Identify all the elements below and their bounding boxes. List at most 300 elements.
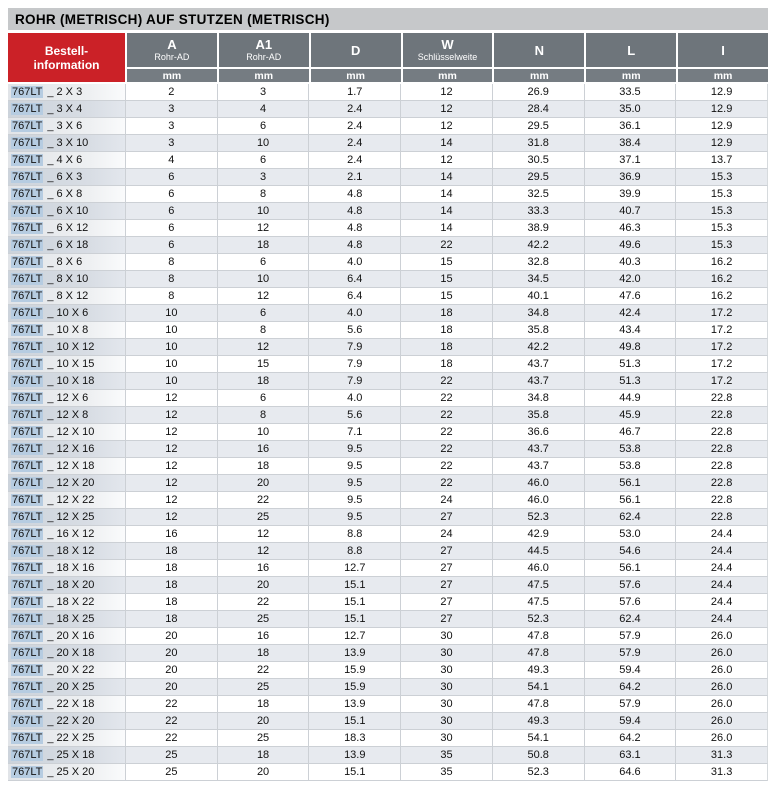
cell-a1: 20 [218, 713, 310, 730]
unit-cell-d: mm [311, 69, 401, 82]
column-header-w: W Schlüsselweite [403, 33, 493, 67]
cell-n: 54.1 [493, 730, 585, 747]
size-label: 12 X 20 [56, 477, 95, 489]
size-label: 18 X 16 [56, 562, 95, 574]
cell-w: 15 [401, 271, 493, 288]
table-row [8, 271, 768, 288]
cell-a1: 6 [218, 254, 310, 271]
label-separator: _ [47, 715, 54, 727]
cell-a1: 20 [218, 475, 310, 492]
size-label: 12 X 25 [56, 511, 95, 523]
cell-d: 13.9 [309, 696, 401, 713]
cell-a: 20 [126, 679, 218, 696]
cell-w: 14 [401, 203, 493, 220]
cell-n: 36.6 [493, 424, 585, 441]
label-separator: _ [47, 154, 54, 166]
cell-n: 47.5 [493, 594, 585, 611]
cell-a1: 3 [218, 169, 310, 186]
cell-d: 5.6 [309, 407, 401, 424]
cell-l: 63.1 [585, 747, 677, 764]
cell-d: 15.9 [309, 679, 401, 696]
cell-d: 2.4 [309, 101, 401, 118]
cell-a: 10 [126, 373, 218, 390]
cell-l: 49.8 [585, 339, 677, 356]
product-code: 767LT [12, 324, 43, 336]
label-separator: _ [47, 511, 54, 523]
size-label: 6 X 12 [56, 222, 89, 234]
unit-cell-i: mm [678, 69, 768, 82]
cell-l: 57.9 [585, 696, 677, 713]
size-label: 12 X 18 [56, 460, 95, 472]
cell-l: 40.7 [585, 203, 677, 220]
size-label: 16 X 12 [56, 528, 95, 540]
cell-n: 49.3 [493, 662, 585, 679]
table-row [8, 135, 768, 152]
unit-cell-a: mm [127, 69, 217, 82]
cell-d: 9.5 [309, 475, 401, 492]
cell-a1: 22 [218, 662, 310, 679]
label-separator: _ [47, 460, 54, 472]
cell-a: 12 [126, 390, 218, 407]
cell-l: 46.7 [585, 424, 677, 441]
product-code: 767LT [12, 545, 43, 557]
cell-a1: 18 [218, 696, 310, 713]
cell-n: 46.0 [493, 492, 585, 509]
column-header-bestell-information [8, 33, 125, 82]
cell-l: 42.0 [585, 271, 677, 288]
cell-i: 26.0 [676, 696, 768, 713]
product-code: 767LT [12, 171, 43, 183]
row-label [8, 662, 126, 679]
cell-w: 30 [401, 679, 493, 696]
cell-i: 26.0 [676, 645, 768, 662]
table-row [8, 475, 768, 492]
cell-w: 27 [401, 594, 493, 611]
table-row [8, 373, 768, 390]
cell-n: 34.5 [493, 271, 585, 288]
product-code: 767LT [12, 613, 43, 625]
cell-d: 1.7 [309, 84, 401, 101]
cell-i: 15.3 [676, 186, 768, 203]
cell-i: 12.9 [676, 101, 768, 118]
row-label [8, 254, 126, 271]
cell-i: 22.8 [676, 441, 768, 458]
cell-l: 33.5 [585, 84, 677, 101]
cell-n: 54.1 [493, 679, 585, 696]
row-label [8, 424, 126, 441]
table-row [8, 713, 768, 730]
table-row [8, 679, 768, 696]
cell-d: 4.8 [309, 237, 401, 254]
row-label [8, 645, 126, 662]
cell-a: 10 [126, 339, 218, 356]
cell-a1: 10 [218, 203, 310, 220]
cell-a: 18 [126, 594, 218, 611]
cell-l: 62.4 [585, 509, 677, 526]
cell-d: 2.4 [309, 152, 401, 169]
cell-l: 49.6 [585, 237, 677, 254]
size-label: 3 X 4 [56, 103, 83, 115]
row-label [8, 713, 126, 730]
cell-a: 6 [126, 186, 218, 203]
label-separator: _ [47, 171, 54, 183]
cell-n: 34.8 [493, 390, 585, 407]
cell-a1: 12 [218, 220, 310, 237]
cell-a1: 16 [218, 628, 310, 645]
cell-n: 29.5 [493, 169, 585, 186]
cell-w: 15 [401, 288, 493, 305]
cell-a: 18 [126, 611, 218, 628]
cell-n: 29.5 [493, 118, 585, 135]
product-code: 767LT [12, 477, 43, 489]
cell-n: 28.4 [493, 101, 585, 118]
product-code: 767LT [12, 596, 43, 608]
cell-a1: 12 [218, 288, 310, 305]
cell-d: 2.4 [309, 135, 401, 152]
unit-cell-w: mm [403, 69, 493, 82]
cell-a1: 16 [218, 441, 310, 458]
label-separator: _ [47, 596, 54, 608]
cell-a: 18 [126, 543, 218, 560]
cell-a: 12 [126, 407, 218, 424]
cell-a: 22 [126, 713, 218, 730]
cell-w: 27 [401, 560, 493, 577]
product-code: 767LT [12, 443, 43, 455]
cell-d: 4.0 [309, 390, 401, 407]
cell-i: 31.3 [676, 747, 768, 764]
cell-n: 42.9 [493, 526, 585, 543]
cell-a1: 22 [218, 594, 310, 611]
cell-i: 26.0 [676, 679, 768, 696]
cell-l: 64.2 [585, 679, 677, 696]
label-separator: _ [47, 392, 54, 404]
cell-a1: 18 [218, 373, 310, 390]
unit-cell-n: mm [494, 69, 584, 82]
cell-a: 8 [126, 271, 218, 288]
size-label: 6 X 10 [56, 205, 89, 217]
label-separator: _ [47, 103, 54, 115]
cell-w: 14 [401, 220, 493, 237]
cell-n: 52.3 [493, 764, 585, 781]
row-label [8, 458, 126, 475]
cell-w: 30 [401, 662, 493, 679]
label-separator: _ [47, 664, 54, 676]
size-label: 10 X 6 [56, 307, 89, 319]
cell-a1: 25 [218, 730, 310, 747]
product-code: 767LT [12, 341, 43, 353]
cell-n: 50.8 [493, 747, 585, 764]
cell-a: 12 [126, 475, 218, 492]
product-code: 767LT [12, 137, 43, 149]
product-code: 767LT [12, 307, 43, 319]
cell-i: 16.2 [676, 254, 768, 271]
size-label: 10 X 12 [56, 341, 95, 353]
table-row [8, 84, 768, 101]
table-row [8, 611, 768, 628]
table-body [8, 84, 768, 781]
cell-d: 12.7 [309, 628, 401, 645]
cell-d: 12.7 [309, 560, 401, 577]
cell-d: 15.1 [309, 594, 401, 611]
cell-w: 22 [401, 407, 493, 424]
size-label: 20 X 16 [56, 630, 95, 642]
cell-l: 53.0 [585, 526, 677, 543]
cell-w: 22 [401, 390, 493, 407]
cell-d: 13.9 [309, 747, 401, 764]
row-label [8, 441, 126, 458]
table-row [8, 543, 768, 560]
cell-l: 40.3 [585, 254, 677, 271]
product-code: 767LT [12, 732, 43, 744]
table-row [8, 764, 768, 781]
label-separator: _ [47, 681, 54, 693]
cell-d: 15.1 [309, 577, 401, 594]
product-code: 767LT [12, 766, 43, 778]
cell-l: 64.2 [585, 730, 677, 747]
cell-a1: 25 [218, 611, 310, 628]
cell-l: 35.0 [585, 101, 677, 118]
cell-i: 22.8 [676, 424, 768, 441]
label-separator: _ [47, 545, 54, 557]
table-row [8, 237, 768, 254]
label-separator: _ [47, 86, 54, 98]
cell-l: 59.4 [585, 662, 677, 679]
row-label [8, 390, 126, 407]
cell-l: 56.1 [585, 560, 677, 577]
cell-n: 40.1 [493, 288, 585, 305]
cell-d: 18.3 [309, 730, 401, 747]
product-code: 767LT [12, 120, 43, 132]
label-separator: _ [47, 358, 54, 370]
column-header-d: D [311, 33, 401, 67]
cell-w: 14 [401, 186, 493, 203]
column-header-a: A Rohr-AD [127, 33, 217, 67]
cell-i: 12.9 [676, 135, 768, 152]
cell-a1: 6 [218, 305, 310, 322]
cell-n: 49.3 [493, 713, 585, 730]
cell-a: 6 [126, 203, 218, 220]
table-row [8, 492, 768, 509]
product-code: 767LT [12, 86, 43, 98]
cell-w: 22 [401, 373, 493, 390]
cell-w: 14 [401, 135, 493, 152]
row-label [8, 101, 126, 118]
size-label: 10 X 8 [56, 324, 89, 336]
row-label [8, 696, 126, 713]
table-row [8, 458, 768, 475]
size-label: 3 X 10 [56, 137, 89, 149]
cell-w: 18 [401, 305, 493, 322]
product-code: 767LT [12, 188, 43, 200]
table-row [8, 186, 768, 203]
label-separator: _ [47, 273, 54, 285]
size-label: 8 X 6 [56, 256, 83, 268]
cell-n: 42.2 [493, 237, 585, 254]
cell-l: 37.1 [585, 152, 677, 169]
cell-a: 22 [126, 730, 218, 747]
cell-a: 20 [126, 628, 218, 645]
cell-a1: 22 [218, 492, 310, 509]
cell-a: 25 [126, 764, 218, 781]
cell-d: 6.4 [309, 271, 401, 288]
product-code: 767LT [12, 647, 43, 659]
row-label [8, 560, 126, 577]
row-label [8, 611, 126, 628]
cell-i: 24.4 [676, 560, 768, 577]
column-header-n: N [494, 33, 584, 67]
cell-n: 33.3 [493, 203, 585, 220]
cell-a: 18 [126, 560, 218, 577]
cell-i: 17.2 [676, 305, 768, 322]
row-label [8, 135, 126, 152]
table-row [8, 169, 768, 186]
cell-a1: 18 [218, 458, 310, 475]
cell-d: 4.0 [309, 305, 401, 322]
cell-w: 22 [401, 441, 493, 458]
table-row [8, 203, 768, 220]
table-title: ROHR (METRISCH) AUF STUTZEN (METRISCH) [8, 8, 768, 30]
cell-a: 12 [126, 509, 218, 526]
cell-i: 15.3 [676, 220, 768, 237]
cell-w: 27 [401, 577, 493, 594]
product-code: 767LT [12, 664, 43, 676]
row-label [8, 84, 126, 101]
column-header-a1: A1 Rohr-AD [219, 33, 309, 67]
cell-w: 18 [401, 356, 493, 373]
cell-i: 17.2 [676, 356, 768, 373]
row-label [8, 475, 126, 492]
cell-n: 31.8 [493, 135, 585, 152]
cell-n: 32.5 [493, 186, 585, 203]
cell-n: 52.3 [493, 509, 585, 526]
cell-a1: 12 [218, 339, 310, 356]
table-row [8, 424, 768, 441]
cell-n: 52.3 [493, 611, 585, 628]
label-separator: _ [47, 613, 54, 625]
cell-w: 24 [401, 492, 493, 509]
cell-n: 30.5 [493, 152, 585, 169]
product-code: 767LT [12, 681, 43, 693]
column-header-i: I [678, 33, 768, 67]
cell-i: 22.8 [676, 407, 768, 424]
unit-cell-a1: mm [219, 69, 309, 82]
cell-a: 3 [126, 118, 218, 135]
cell-i: 17.2 [676, 339, 768, 356]
cell-a1: 10 [218, 271, 310, 288]
size-label: 25 X 18 [56, 749, 95, 761]
label-separator: _ [47, 307, 54, 319]
cell-a: 20 [126, 645, 218, 662]
label-separator: _ [47, 562, 54, 574]
cell-l: 57.6 [585, 594, 677, 611]
row-label [8, 288, 126, 305]
label-separator: _ [47, 375, 54, 387]
row-label [8, 237, 126, 254]
row-label [8, 356, 126, 373]
cell-a1: 20 [218, 764, 310, 781]
row-label [8, 747, 126, 764]
cell-w: 35 [401, 747, 493, 764]
cell-d: 7.9 [309, 373, 401, 390]
cell-d: 7.1 [309, 424, 401, 441]
cell-i: 24.4 [676, 526, 768, 543]
cell-l: 57.9 [585, 628, 677, 645]
label-separator: _ [47, 290, 54, 302]
size-label: 20 X 22 [56, 664, 95, 676]
cell-i: 16.2 [676, 288, 768, 305]
size-label: 12 X 6 [56, 392, 89, 404]
row-label [8, 764, 126, 781]
cell-d: 6.4 [309, 288, 401, 305]
cell-d: 5.6 [309, 322, 401, 339]
cell-a: 10 [126, 356, 218, 373]
product-code: 767LT [12, 103, 43, 115]
cell-d: 4.0 [309, 254, 401, 271]
cell-a: 8 [126, 254, 218, 271]
label-separator: _ [47, 630, 54, 642]
cell-d: 4.8 [309, 186, 401, 203]
size-label: 6 X 8 [56, 188, 83, 200]
cell-i: 15.3 [676, 169, 768, 186]
product-code: 767LT [12, 256, 43, 268]
cell-d: 7.9 [309, 339, 401, 356]
row-label [8, 118, 126, 135]
cell-i: 24.4 [676, 594, 768, 611]
product-code: 767LT [12, 630, 43, 642]
cell-l: 62.4 [585, 611, 677, 628]
cell-l: 45.9 [585, 407, 677, 424]
label-separator: _ [47, 749, 54, 761]
cell-i: 26.0 [676, 713, 768, 730]
cell-w: 14 [401, 169, 493, 186]
cell-n: 32.8 [493, 254, 585, 271]
row-label [8, 543, 126, 560]
cell-l: 44.9 [585, 390, 677, 407]
table-row [8, 322, 768, 339]
row-label [8, 594, 126, 611]
cell-a1: 6 [218, 118, 310, 135]
row-label [8, 186, 126, 203]
cell-a: 6 [126, 169, 218, 186]
cell-a1: 6 [218, 390, 310, 407]
cell-n: 34.8 [493, 305, 585, 322]
row-label [8, 305, 126, 322]
cell-i: 22.8 [676, 390, 768, 407]
cell-w: 30 [401, 713, 493, 730]
cell-i: 26.0 [676, 628, 768, 645]
label-separator: _ [47, 766, 54, 778]
size-label: 12 X 8 [56, 409, 89, 421]
cell-i: 26.0 [676, 730, 768, 747]
cell-d: 4.8 [309, 203, 401, 220]
cell-a: 10 [126, 305, 218, 322]
cell-n: 47.8 [493, 645, 585, 662]
size-label: 10 X 15 [56, 358, 95, 370]
cell-w: 30 [401, 628, 493, 645]
cell-a1: 18 [218, 645, 310, 662]
cell-d: 9.5 [309, 509, 401, 526]
cell-l: 42.4 [585, 305, 677, 322]
label-separator: _ [47, 256, 54, 268]
table-row [8, 305, 768, 322]
cell-a: 12 [126, 441, 218, 458]
cell-n: 42.2 [493, 339, 585, 356]
table-row [8, 101, 768, 118]
table-row [8, 577, 768, 594]
row-label [8, 220, 126, 237]
size-label: 12 X 22 [56, 494, 95, 506]
product-code: 767LT [12, 392, 43, 404]
